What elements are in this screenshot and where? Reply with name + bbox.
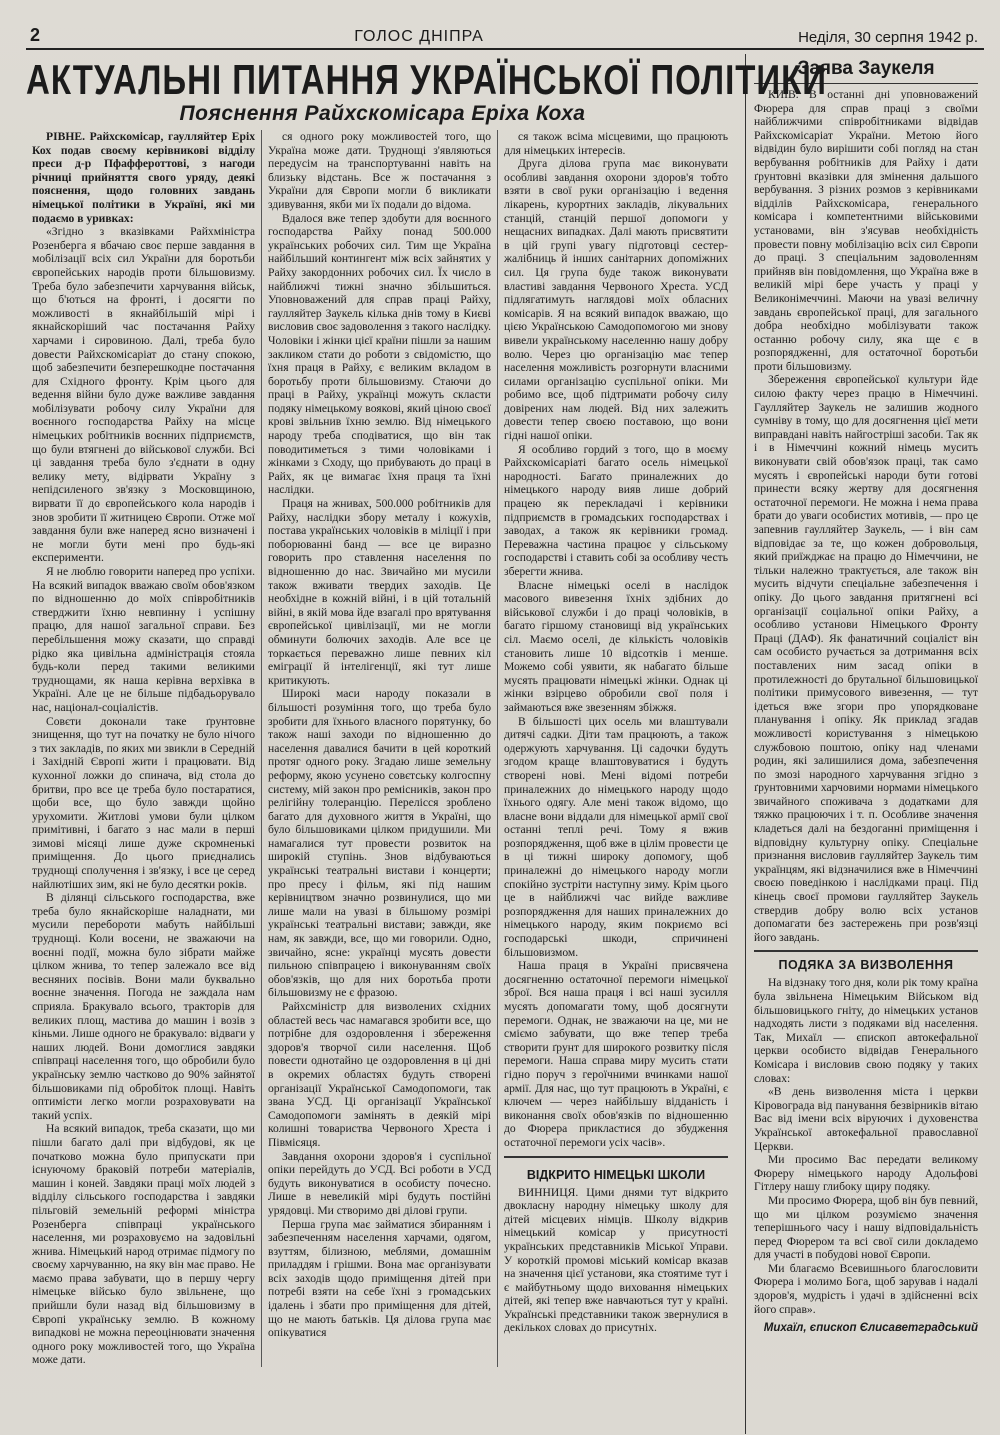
article-paragraph: Друга ділова група має виконувати особливі завдання охорони здоров'я тобто взяти в свої руки організацію і ведення лікарень, курортних закладів, лікувальних станцій, станцій першої допомоги у нещасних випадках. Далі мають присвятити в цій групі увагу підготовці сестер-жалібниць й інших санітарних допоміжних сил. Ця група буде також виконувати властиві завдання Червоного Хреста. УСД підлягатимуть наглядові моїх обласних комісарів. Я на всякий випадок вважаю, що цією Українською Самодопомогою ми знову вивели українському населенню нашу добру волю. Через цю організацію має тепер населення можливість розгорнути власними силами організацію суспільної опіки. Ми робимо все, щоб підтримати робочу силу довірених нам людей. Від них залежить довести тепер своєю поставою, що вони гідні нашої опіки.	[504, 157, 728, 443]
sauckel-heading: Заява Заукеля	[754, 58, 978, 84]
sidebar	[746, 54, 978, 1434]
main-headline: АКТУАЛЬНІ ПИТАННЯ УКРАЇНСЬКОЇ ПОЛІТИКИ	[26, 56, 827, 103]
schools-heading: ВІДКРИТО НІМЕЦЬКІ ШКОЛИ	[526, 1167, 706, 1182]
sauckel-paragraph: Збереження європейської культури йде силою факту через працю в Німеччині. Гаулляйтер Заукель не залишив жодного сумніву в тому, що для досягнення цієї мети виправдані навіть найгостріші засоби. Так як і в Німеччині кожний німець мусить виконувати свій обов'язок праці, так само мусять і європейські народи бути готові принести всяку жертву для досягнення остаточної перемоги. Не можна і нема права брати до уваги особистих мотивів, — про це запевнив гаулляйтер Заукель, — і він сам відповідає за те, що кожен добровольця, який приїжджає на працю до Німеччини, не тільки належно трактується, але також він мусить відчути спеціальне забезпечення і опіку. До цього завдання притягнені всі організації соціальної опіки Райху, а особливо установи Німецького Фронту Праці (ДАФ). Як фанатичний соціаліст він сам особисто ручається за дотримання всіх поставлених ним засад опіки в протилежності до брутальної більшовицької політики примусового вивезення, — тут ідеться вже згори про упорядковане планування і опіку. Як приклад згадав можливості користування з німецькою службовою поштою, опіку над членами родин, які залишилися дома, забезпечення по змозі народного харчування згідно з ґрунтовними харчовими нормами німецького звичайного споживача з додатками для тяжко працюючих і т. п. Особливе значення кладеться далі на бездоганні приміщення і відповідну культурну опіку. Спеціальне признання висловив гаулляйтер Заукель тим українцям, які відзначилися вже в Німеччині своєю поведінкою і наслідками праці. Під кінець своєї промови гаулляйтер Заукель ствердив добру волю всіх установ допомагати без застережень при розв'язці його завдань.	[754, 373, 978, 944]
main-article	[26, 54, 827, 1434]
thanks-paragraph: Ми благаємо Всевишнього благословити Фюрера і молимо Бога, щоб зарував і надалі здоров'я, мудрість і удачі в здійсненні всіх його справ».	[754, 1261, 978, 1316]
article-paragraph: Перша група має займатися збиранням і забезпеченням населення харчами, одягом, взуттям, білизною, меблями, домашнім приладдям і грішми. Вона має організувати всіх заходів щодо приміщення дітей при потребі взяти на себе їхні з громадських ідалень і збати про приміщення для дітей, що не мають батьків. Ця ділова група має опікуватися	[268, 1217, 491, 1340]
article-paragraph: Широкі маси народу показали в більшості розуміння того, що треба було зробити для їхнього власного порятунку, бо також наші заходи по відношенню до населення давалися бачити в цей короткий протяг одного року. Згадаю лише земельну реформу, якою усунено совєтську колгоспну систему, мій закон про ремісників, закон про релігійну толеранцію. Перелісся зроблено багато для духовного життя в Україні, що було більшовиками цілком придушили. Ми намагалися тут провести розвиток на широкій ступінь. Знов відбуваються українські театральні вистави і концерти; про пресу і фільм, які під нашим керівництвом значно розвинулися, що ми лише мали на увазі в більшому розмірі українські театральні вистави; завжди, яке нам, як завжди, все, що ми говорили. Одно, звичайно, ясне: українці мусять довести пильною співпрацею і виконуванням своїх обов'язків, що для них боротьба проти більшовизму не є фразою.	[268, 687, 491, 1000]
article-paragraph: Совєти доконали таке ґрунтовне знищення, що тут на початку не було нічого з тих закладів, по яких ми звикли в Середній і Західній Європі жити і працювати. Від кухонної ложки до спинача, від стола до бритви, про все це треба було постаратися, щоби все, що було завжди щойно урухомити. Житлові умови були цілком примітивні, і багато з нас мали в перші зимові місяці лише дуже скромненькі приміщення. До цього приєднались труднощі сполучення і зв'язку, і все це серед найлютіших зим, які не було десятки років.	[32, 714, 255, 891]
main-subheadline: Пояснення Райхскомісара Еріха Коха	[179, 102, 586, 125]
article-paragraph: Власне німецькі оселі в наслідок масового вивезення їхніх здібних до військової служби і до праці чоловіків, в багато гіршому становищі від українських сіл. Маємо оселі, де кількість чоловіків становить лише 10 відсотків і менше. Можемо собі уявити, як набагато більше мусять працювати німецькі жінки. Однак ці жінки взірцево обробили свої поля і займаються вже звезенням збіжжя.	[504, 578, 728, 714]
article-paragraph: «Згідно з вказівками Райхміністра Розенберга я вбачаю своє перше завдання в мобілізації всіх сил України для боротьби європейських народів проти більшовизму. Треба було забезпечити харчування військ, що б'ються на фронті, і досягти по можливості в якнайбільшій мірі і якнайскоріший час постачання Райху харчами і сировиною. Далі, треба було довести Райхскомісаріат до стану спокою, щоб забезпечити безперешкодне постачання для Східного фронту. Крім цього для ведення війни було дуже важливе завдання мобілізувати робочу силу України для воєнного господарства Райху на місце німецьких робітників воєнних підприємств, що були втягнені до військової служби. Всі ці завдання треба було з'єднати в одну велику мету, відірвати Україну з непідсиленого зв'язку з Московщиною, вирвати її до європейського кола народів і знов зробити її житницею Європи. Отже мої завдання були вже наперед ясно визначені і не могли бути мені про будь-які експерименти.	[32, 225, 255, 565]
article-paragraph: Наша праця в Україні присвячена досягненню остаточної перемоги німецької зброї. Вся наша праця і всі наші зусилля мусять допомагати тому, щоб досягнути перемоги. Однак, не зважаючи на це, ми не смiємо забувати, що вже тепер треба створити ґрунт для широкого розвитку після перемоги. Наша справа миру мусить стати гідно поруч з героїчними вчинками нашої армії. Для нас, що тут працюють в Україні, є ключем — через найбільшу відданість і виконання своїх обов'язків по відношенню до Фюрера прикластися до збудження остаточної перемоги усіх часів».	[504, 959, 728, 1149]
article-paragraph: РІВНЕ. Райхскомісар, гаулляйтер Еріх Кох подав своєму керівникові відділу преси д-р Пфаффероттові, з нагоди річниці прийняття свого уряду, деякі пояснення, щодо головних завдань німецької політики в Україні, які ми подаємо в уривках:	[32, 130, 255, 225]
article-column-2	[262, 130, 498, 1367]
article-paragraph: Праця на жнивах, 500.000 робітників для Райху, наслідки збору металу і кожухів, постава українських чоловіків в міліції і при поборюванні банд — все це виразно говорить про ставлення населення по відношенню до нас. Звичайно ми мусили також вживати твердих заходів. Це необхідне в кожній війні, і в цій тотальній війні, в якій мова йде взагалі про врятування європейської цивілізації, ми не могли обминути болючих заходів. Але все це торкається переважно лише певних кіл еміграції й інтелігенції, які тут лише критикують.	[268, 497, 491, 687]
thanks-paragraph: Ми просимо Вас передати великому Фюреру німецького народу Адольфові Гітлеру нашу глибоку щиру подяку.	[754, 1153, 978, 1194]
schools-paragraph: ВИННИЦЯ. Цими днями тут відкрито двокласну народну німецьку школу для дітей місцевих німців. Школу відкрив німецький комісар у присутності українських представників Міської Управи. У короткій промові міський комісар вказав на значення цієї установи, яка стоятиме тут і є майбутньому щодо виховання німецьких дітей, які тепер вже навчаються тут у країні. Українські представники також звернулися в декількох словах до присутніх.	[504, 1185, 728, 1335]
article-column-1	[26, 130, 262, 1367]
article-paragraph: На всякий випадок, треба сказати, що ми пішли багато далі при відбудові, як це початково можна було припускати при існуючому браковій потреби матеріалів, машин і коней. Завдяки праці моїх людей з відділу сільського господарства і завдяки пільговій земельній реформі міністра Розенберга співпраці українського населення, ми розраховуємо на задовільні жнива. Німецький народ отримає підмогу по своєму харчуванню, на яку він має право. Не маємо права забувати, що в першу чергу німецьке військо було звільнене, що прийшли були назад від більшовизму в Європі українську землю. В кожному випадкові не можна переоцінювати значення одного року можливостей того, що Україна може дати.	[32, 1122, 255, 1367]
article-paragraph: В більшості цих осель ми влаштували дитячі садки. Діти там працюють, а також одержують харчування. Ці садочки будуть згодом краще влаштовуватися і будуть створені нові. Мені відомі потреби приналежних до німецького народу щодо їхнього одягу. Але мені також відомо, що власне вони віддали для німецької армії свої останні теплі речі. Тому я вжив розпорядження, щоб вже в цілім провести це в ці тижні широку допомогу, щоб приналежні до німецького народу могли спокійно зустріти наступну зиму. Крім цього це в найближчі час вийде важливе розпорядження для наших приналежних до німецького народу, яким покриємо всі господарські шкоди, спричинені більшовизмом.	[504, 714, 728, 959]
article-paragraph: ся також всіма місцевими, що працюють для німецьких інтересів.	[504, 130, 728, 157]
sauckel-paragraph: КИЇВ. В останні дні уповноважений Фюрера для справ праці з своїми найближчими співробітниками відвідав Райхскомісаріат України. Метою його відвідин було вирішити собі погляд на стан вербування робітників для Райху і дати ґрунтовні вказівки для змінення дальшого вербування. З різних розмов з керівниками відділів Райхскомісара, генерального комісара і компетентними військовими установами, він з'ясував необхідність провести повну мобілізацію всіх сил Європи до праці. З спеціальним задоволенням прийняв він повідомлення, що Україна вже в великій мірі бере участь у праці у Великонімеччині. Маючи на увазі величну завдань європейської праці, для загального добра необхідно мобілізувати також останню робочу силу, яка ще є в розпорядженні, для остаточної боротьби проти більшовизму.	[754, 88, 978, 373]
article-paragraph: Вдалося вже тепер здобути для воєнного господарства Райху понад 500.000 українських робочих сил. Тим ще Україна найбільший контингент між всіх зайнятих у Райху закордонних робочих сил. Їх число в найближчі тижні значно збільшиться. Уповноважений для справ праці Райху, гаулляйтер Заукель кілька днів тому в Києві висловив своє задоволення з такого наслідку. Чоловіки і жінки цієї країни пішли за нашим закликом стати до роботи з свідомістю, що їхня праця в Райху, є великим вкладом в боротьбу проти більшовизму. Стаючи до праці в Райху, українці можуть скласти подяку німецькому воякові, який ціною своєї крові звільнив їхню землю. Від німецького народу треба сподіватися, що він так поводитиметься з тими чоловіками і жінками з Сходу, що прибувають до праці в Райх, як це вимагає їхня праця та їхні наслідки.	[268, 211, 491, 497]
article-paragraph: Завдання охорони здоров'я і суспільної опіки перейдуть до УСД. Всі роботи в УСД будуть виконуватися в особисту почесно. Лише в невеликій мірі будуть постійні урядовці. Ми створимо дві ділові групи.	[268, 1149, 491, 1217]
thanks-paragraph: Ми просимо Фюрера, щоб він був певний, що ми цілком розуміємо значення теперішнього часу і нашу відповідальність перед Фюрером та всі свої сили докладемо для участі в побудові нової Європи.	[754, 1193, 978, 1262]
issue-date: Неділя, 30 серпня 1942 р.	[798, 29, 978, 46]
paper-name: ГОЛОС ДНІПРА	[354, 28, 484, 45]
thanks-paragraph: На відзнаку того дня, коли рік тому країна була звільнена Німецьким Військом від більшовицького гніту, до німецьких установ надходять листи з подяками від населення. Так, Михаїл — єпископ автокефальної церкви особисто відвідав Генерального Комісара і висловив свою подяку у таких словах:	[754, 976, 978, 1085]
thanks-heading: ПОДЯКА ЗА ВИЗВОЛЕННЯ	[754, 950, 978, 972]
signature: Михаїл, єпископ Єлисаветградський	[763, 1322, 978, 1335]
masthead	[26, 22, 984, 50]
article-columns	[26, 130, 739, 1367]
page-number: 2	[30, 25, 41, 45]
article-paragraph: ся одного року можливостей того, що Україна може дати. Труднощі з'являються передусім на транспортуванні навіть на близьку відстань. Все ж постачання з України для Європи могли б викликати здивування, якби ми їх подали до відома.	[268, 130, 491, 211]
article-paragraph: Я не люблю говорити наперед про успіхи. На всякий випадок вважаю своїм обов'язком по відношенню до моїх співробітників стверджити їхню невпинну і успішну працю, для нашої загальної справи. Без перебільшення можу сказати, що справді рідко яка цивільна адміністрація стояла будь-коли перед такими великими труднощами, як наша керівна верхівка в Україні. Але це не більше підбадьорувало нас, націонал-соціалістів.	[32, 565, 255, 714]
article-paragraph: В ділянці сільського господарства, вже треба було якнайскоріше наладнати, ми мусили перебороти мабуть найбільші труднощі. Коли восени, не зважаючи на воєнні події, можна було зібрати майже цілком жнива, то тепер залежало все від весняних посівів. Вони мали буквально воєнне значення. Погода не заждала нам сприяла. Бракувало всього, тракторів для великих площ, мастива до машин і возів з кіньми. Лише одного не бракувало: відваги у наших людей. Вони домоглися завдяки співпраці населення того, що обробили було українську землю частково до 90% зайнятої більшовиками під обробіток площі. Навіть оптимісти легко могли розраховувати на такий успіх.	[32, 891, 255, 1122]
page-layout	[26, 54, 984, 1434]
article-paragraph: Райхсміністр для визволених східних областей весь час намагався зробити все, що потрібне для оздоровлення і збереження здоров'я творчої сили населення. Щоб повести однотайно це оздоровлення в ці дні в окремих областях будуть створені організації Української Самодопомоги, так звана УСД. Ці організації Української Самодопомоги замінять в деякій мірі колишні товариства Червоного Хреста і Півмісяця.	[268, 1000, 491, 1149]
article-paragraph: Я особливо гордий з того, що в моєму Райхскомісаріаті багато осель німецької народності. Багато приналежних до німецького народу вияв лише добрий працею як перекладачі і керівники підприємств в громадських господарствах і заводах, а також як керівники громад. Переважна частина працює у сільському господарстві і ставить собі за особливу честь зберегти жнива.	[504, 442, 728, 578]
article-column-3	[498, 130, 734, 1367]
schools-article	[504, 1156, 728, 1336]
thanks-paragraph: «В день визволення міста і церкви Кіровограда від панування безвірників вітаю Вас від імени всіх віруючих і духовенства Української автокефальної православної Церкви.	[754, 1085, 978, 1153]
